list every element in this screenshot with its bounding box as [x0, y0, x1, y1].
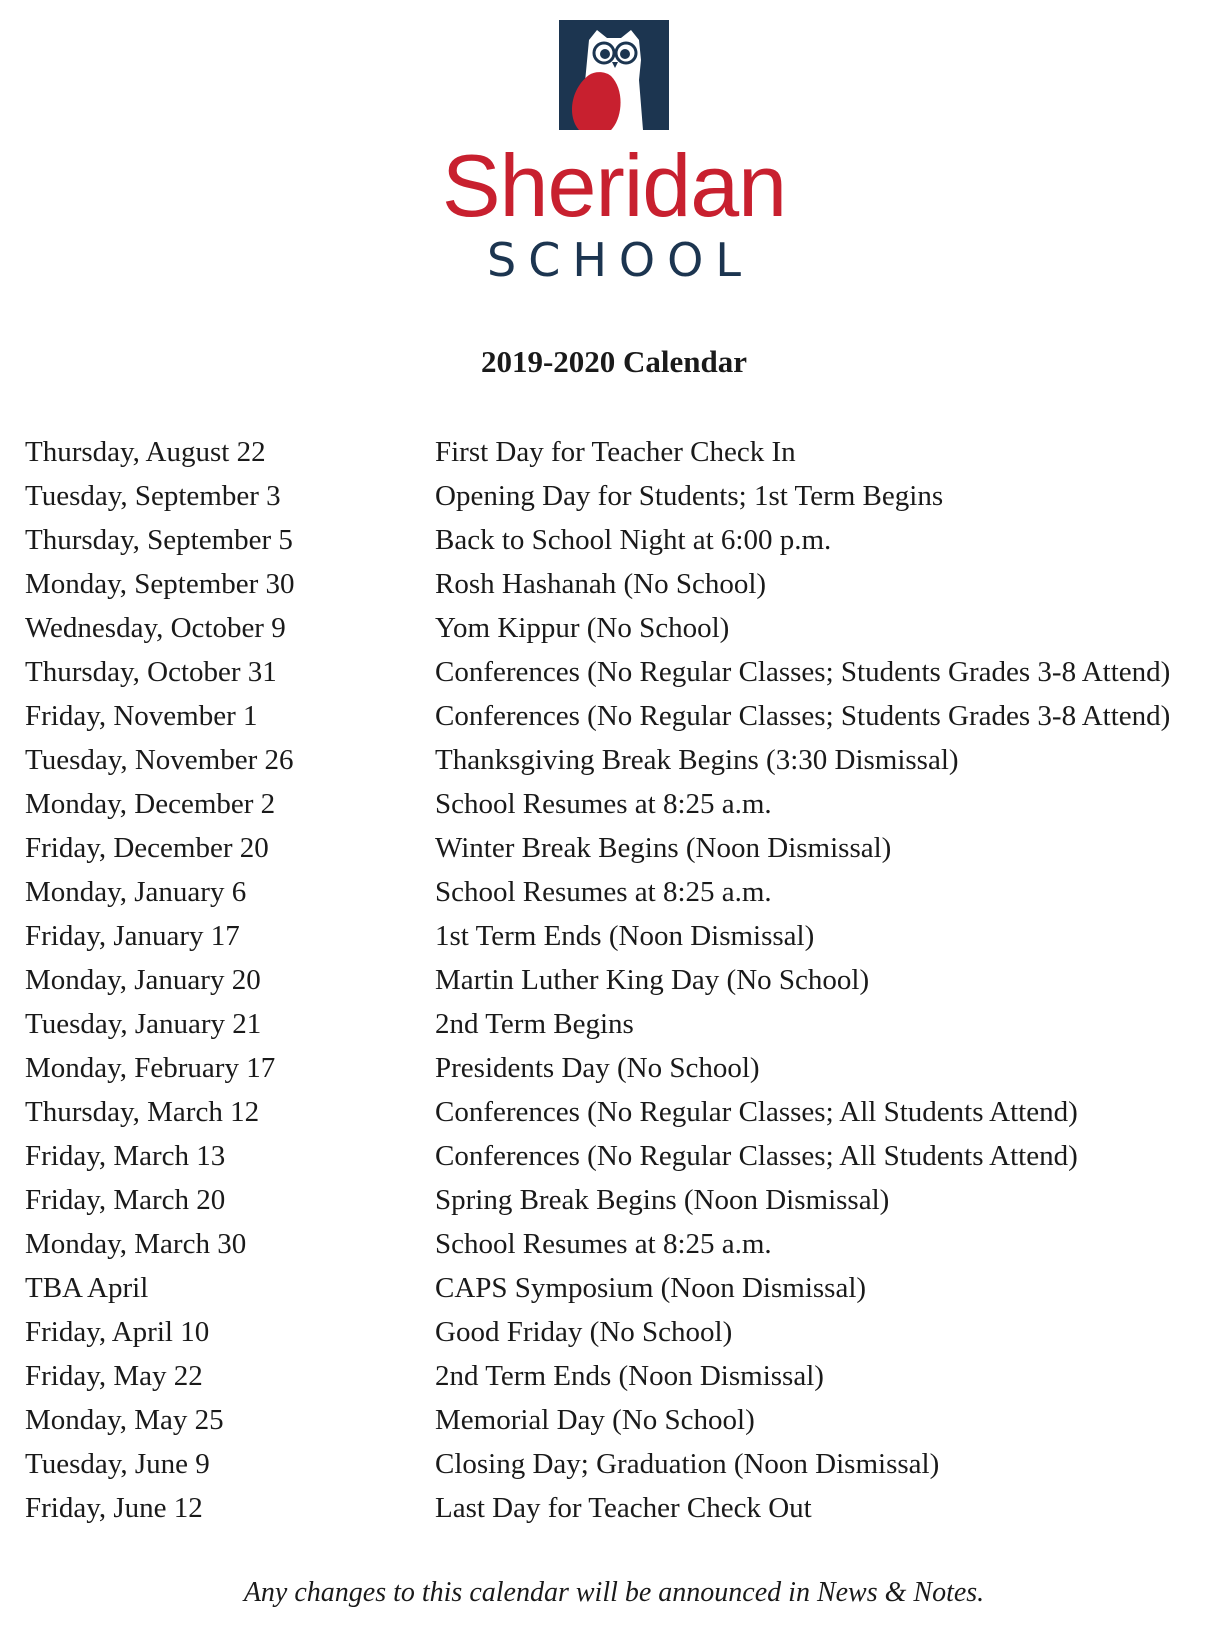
list-item	[25, 1002, 1215, 1046]
event-description: Yom Kippur (No School)	[435, 611, 730, 644]
event-date: TBA April	[25, 1271, 149, 1304]
event-description: CAPS Symposium (Noon Dismissal)	[435, 1271, 867, 1304]
list-item	[25, 474, 1215, 518]
event-description: 2nd Term Begins	[435, 1007, 634, 1040]
event-date: Friday, June 12	[25, 1491, 203, 1524]
list-item	[25, 1222, 1215, 1266]
event-date: Friday, March 13	[25, 1139, 226, 1172]
list-item	[25, 826, 1215, 870]
event-description: Conferences (No Regular Classes; Students Grades 3-8 Attend)	[435, 655, 1171, 688]
event-date: Thursday, March 12	[25, 1095, 260, 1128]
list-item	[25, 518, 1215, 562]
event-date: Thursday, October 31	[25, 655, 277, 688]
list-item	[25, 606, 1215, 650]
event-description: First Day for Teacher Check In	[435, 435, 796, 468]
event-description: Conferences (No Regular Classes; Students Grades 3-8 Attend)	[435, 699, 1171, 732]
list-item	[25, 1046, 1215, 1090]
event-date: Monday, February 17	[25, 1051, 276, 1084]
page-title: 2019-2020 Calendar	[480, 344, 748, 379]
event-date: Wednesday, October 9	[25, 611, 286, 644]
list-item	[25, 870, 1215, 914]
list-item	[25, 1090, 1215, 1134]
event-description: Memorial Day (No School)	[435, 1403, 755, 1436]
event-description: Good Friday (No School)	[435, 1315, 733, 1348]
event-date: Monday, January 6	[25, 875, 247, 908]
event-description: Back to School Night at 6:00 p.m.	[435, 523, 832, 556]
logo-wordmark-sheridan: Sheridan	[441, 136, 787, 235]
event-description: 2nd Term Ends (Noon Dismissal)	[435, 1359, 824, 1392]
event-date: Monday, January 20	[25, 963, 261, 996]
event-description: Closing Day; Graduation (Noon Dismissal)	[435, 1447, 940, 1480]
event-description: Winter Break Begins (Noon Dismissal)	[435, 831, 892, 864]
event-description: Conferences (No Regular Classes; All Students Attend)	[435, 1139, 1078, 1172]
event-date: Tuesday, November 26	[25, 743, 294, 776]
list-item	[25, 562, 1215, 606]
event-date: Friday, May 22	[25, 1359, 203, 1392]
school-logo	[0, 20, 1228, 286]
list-item	[25, 1354, 1215, 1398]
event-description: Spring Break Begins (Noon Dismissal)	[435, 1183, 890, 1216]
event-date: Friday, November 1	[25, 699, 258, 732]
event-date: Monday, September 30	[25, 567, 295, 600]
list-item	[25, 914, 1215, 958]
event-date: Tuesday, January 21	[25, 1007, 262, 1040]
list-item	[25, 1310, 1215, 1354]
list-item	[25, 1442, 1215, 1486]
event-date: Tuesday, June 9	[25, 1447, 210, 1480]
list-item	[25, 1134, 1215, 1178]
event-description: Conferences (No Regular Classes; All Students Attend)	[435, 1095, 1078, 1128]
event-description: Presidents Day (No School)	[435, 1051, 760, 1084]
event-date: Friday, March 20	[25, 1183, 226, 1216]
owl-logo-icon	[559, 20, 669, 130]
event-date: Friday, April 10	[25, 1315, 210, 1348]
event-description: School Resumes at 8:25 a.m.	[435, 1227, 772, 1260]
calendar-event-list	[25, 430, 1215, 1530]
event-date: Thursday, August 22	[25, 435, 266, 468]
event-description: School Resumes at 8:25 a.m.	[435, 875, 772, 908]
list-item	[25, 1486, 1215, 1530]
list-item	[25, 430, 1215, 474]
list-item	[25, 1266, 1215, 1310]
event-date: Thursday, September 5	[25, 523, 293, 556]
event-date: Monday, May 25	[25, 1403, 224, 1436]
event-description: Last Day for Teacher Check Out	[435, 1491, 812, 1524]
event-description: 1st Term Ends (Noon Dismissal)	[435, 919, 815, 952]
list-item	[25, 694, 1215, 738]
event-description: Rosh Hashanah (No School)	[435, 567, 767, 600]
list-item	[25, 650, 1215, 694]
event-description: Martin Luther King Day (No School)	[435, 963, 870, 996]
event-date: Monday, December 2	[25, 787, 276, 820]
list-item	[25, 782, 1215, 826]
list-item	[25, 958, 1215, 1002]
footnote: Any changes to this calendar will be announced in News & Notes.	[243, 1577, 985, 1608]
event-description: School Resumes at 8:25 a.m.	[435, 787, 772, 820]
event-date: Monday, March 30	[25, 1227, 247, 1260]
event-description: Opening Day for Students; 1st Term Begins	[435, 479, 944, 512]
event-date: Friday, January 17	[25, 919, 240, 952]
list-item	[25, 1398, 1215, 1442]
list-item	[25, 738, 1215, 782]
logo-wordmark-school: SCHOOL	[487, 233, 753, 287]
event-date: Tuesday, September 3	[25, 479, 281, 512]
event-date: Friday, December 20	[25, 831, 269, 864]
event-description: Thanksgiving Break Begins (3:30 Dismissal)	[435, 743, 959, 776]
list-item	[25, 1178, 1215, 1222]
